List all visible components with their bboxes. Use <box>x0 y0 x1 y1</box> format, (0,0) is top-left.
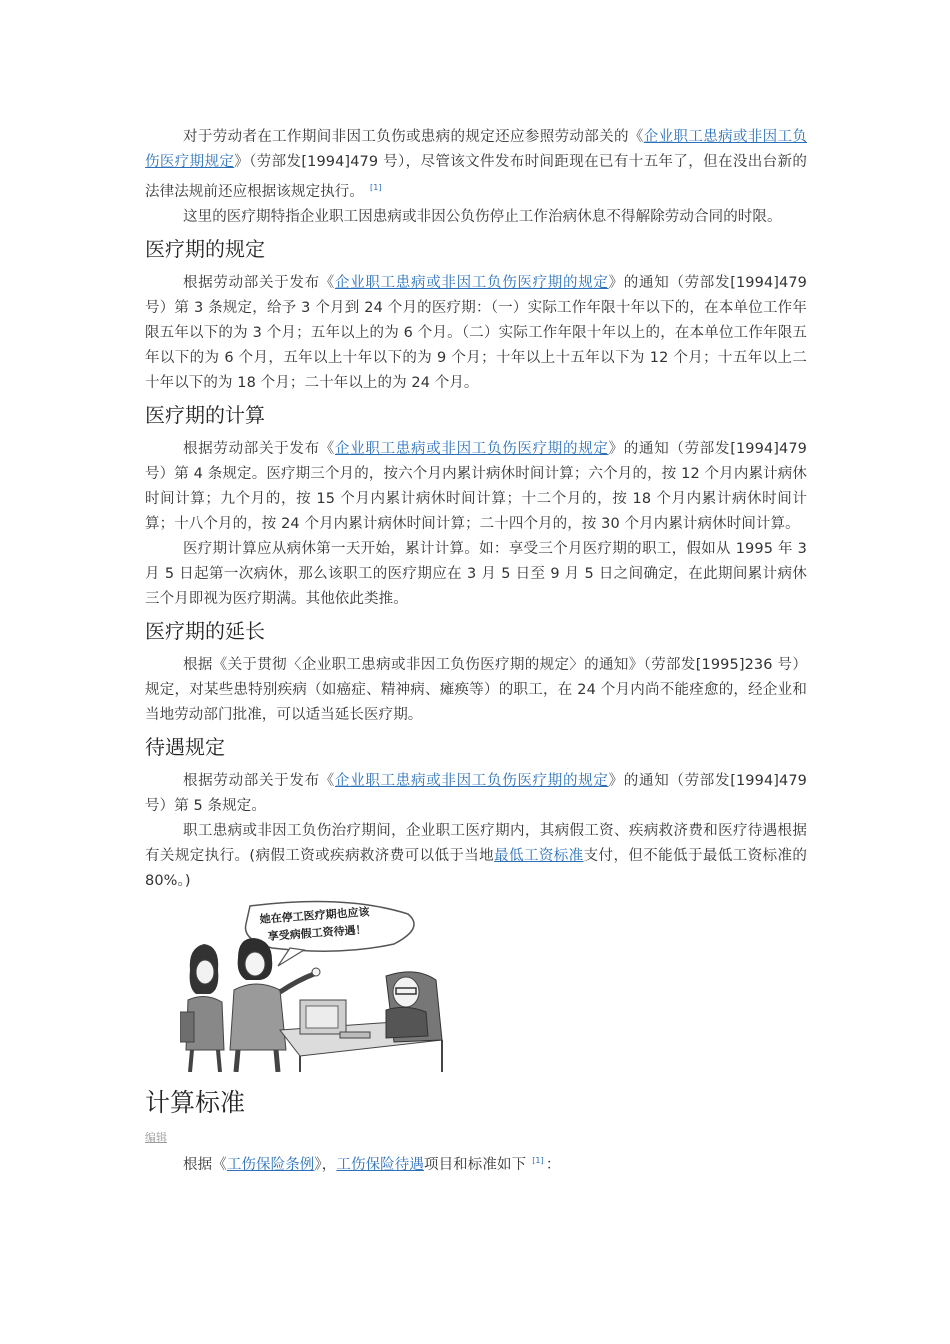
calculation-example-paragraph: 医疗期计算应从病休第一天开始，累计计算。如：享受三个月医疗期的职工，假如从 1995 年 3 月 5 日起第一次病休，那么该职工的医疗期应在 3 月 5 日至 9 月 5 日之间确定，在此期间累计病休三个月即视为医疗期满。其他依此类推。 <box>145 540 807 607</box>
pay-text-1: 职工患病或非因工负伤治疗期间，企业职工医疗期内，其病假工资、疾病救济费和医疗待遇根据有关规定执行。(病假工资或疾病救济费可以低于当地 <box>145 822 807 864</box>
intro-paragraph <box>145 125 807 205</box>
calc-text-1: 根据劳动部关于发布《 <box>183 440 335 457</box>
reference-mark[interactable]: [1] <box>370 183 382 192</box>
edit-link[interactable]: 编辑 <box>145 1130 167 1144</box>
section-title-standards: 计算标准 <box>145 1087 246 1117</box>
section-title-rules: 医疗期的规定 <box>145 236 265 261</box>
injury-benefits-link[interactable]: 工伤保险待遇 <box>336 1156 424 1173</box>
article-body <box>145 122 807 1178</box>
benefits-text-1: 根据劳动部关于发布《 <box>183 772 335 789</box>
injury-regulation-link[interactable]: 工伤保险条例 <box>226 1156 315 1173</box>
rules-regulation-link[interactable]: 企业职工患病或非因工负伤医疗期的规定 <box>335 274 609 291</box>
edit-row <box>145 1126 807 1148</box>
bubble-text-1: 她在停工医疗期也应该 <box>259 906 370 926</box>
benefits-regulation-link[interactable]: 企业职工患病或非因工负伤医疗期的规定 <box>335 772 609 789</box>
cartoon-illustration <box>180 900 446 1072</box>
rules-text-1: 根据劳动部关于发布《 <box>183 274 335 291</box>
definition-paragraph: 这里的医疗期特指企业职工因患病或非因公负伤停止工作治病休息不得解除劳动合同的时限。 <box>183 208 782 225</box>
calculation-paragraph <box>145 437 807 537</box>
bubble-text-2: 享受病假工资待遇！ <box>267 923 367 943</box>
minimum-wage-link[interactable]: 最低工资标准 <box>494 847 584 864</box>
standards-text-4: ： <box>545 1156 561 1173</box>
standards-text-1: 根据《 <box>183 1156 227 1173</box>
calc-regulation-link[interactable]: 企业职工患病或非因工负伤医疗期的规定 <box>335 440 609 457</box>
calc-text-2: 》的通知（劳部发[1994]479 号）第 4 条规定。医疗期三个月的，按六个月内累计病休时间计算；六个月的，按 12 个月内累计病休时间计算；九个月的，按 15 个月内累计病休时间计算；十二个月的，按 18 个月内累计病休时间计算；十八个月的，按 24 个月内累计病休时间计算；二十四个月的，按 30 个月内累计病休时间计算。 <box>145 440 807 532</box>
extension-paragraph: 根据《关于贯彻〈企业职工患病或非因工负伤医疗期的规定〉的通知》（劳部发[1995]236 号）规定，对某些患特别疾病（如癌症、精神病、瘫痪等）的职工，在 24 个月内尚不能痊愈的，经企业和当地劳动部门批准，可以适当延长医疗期。 <box>145 656 807 723</box>
benefits-paragraph <box>145 769 807 819</box>
standards-text-2: 》， <box>314 1156 337 1173</box>
standards-paragraph <box>145 1148 807 1178</box>
benefits-text-2: 》的通知（劳部发[1994]479 号）第 5 条规定。 <box>145 772 807 814</box>
standards-reference-mark[interactable]: [1] <box>532 1155 544 1165</box>
rules-text-2: 》的通知（劳部发[1994]479 号）第 3 条规定，给予 3 个月到 24 个月的医疗期：（一）实际工作年限十年以下的，在本单位工作年限五年以下的为 3 个月；五年以上的为 6 个月。（二）实际工作年限十年以上的，在本单位工作年限五年以下的为 6 个月，五年以上十年以下的为 9 个月；十年以上十五年以下为 12 个月；十五年以上二十年以下的为 18 个月；二十年以上的为 24 个月。 <box>145 274 807 391</box>
intro-text-1: 对于劳动者在工作期间非因工负伤或患病的规定还应参照劳动部关的《 <box>183 129 644 145</box>
intro-text-2: 》（劳部发[1994]479 号），尽管该文件发布时间距现在已有十五年了，但在没出台新的法律法规前还应根据该规定执行。 <box>145 154 807 200</box>
regulation-link[interactable]: 企业职工患病或非因工负伤医疗期规定 <box>145 129 807 170</box>
section-title-benefits: 待遇规定 <box>145 734 225 759</box>
section-title-calculation: 医疗期的计算 <box>145 402 265 427</box>
pay-text-2: 支付，但不能低于最低工资标准的 80%。) <box>145 847 808 889</box>
benefits-pay-paragraph <box>145 819 807 894</box>
standards-text-3: 项目和标准如下 <box>423 1156 527 1173</box>
rules-paragraph <box>145 271 807 396</box>
section-title-extension: 医疗期的延长 <box>145 618 265 643</box>
